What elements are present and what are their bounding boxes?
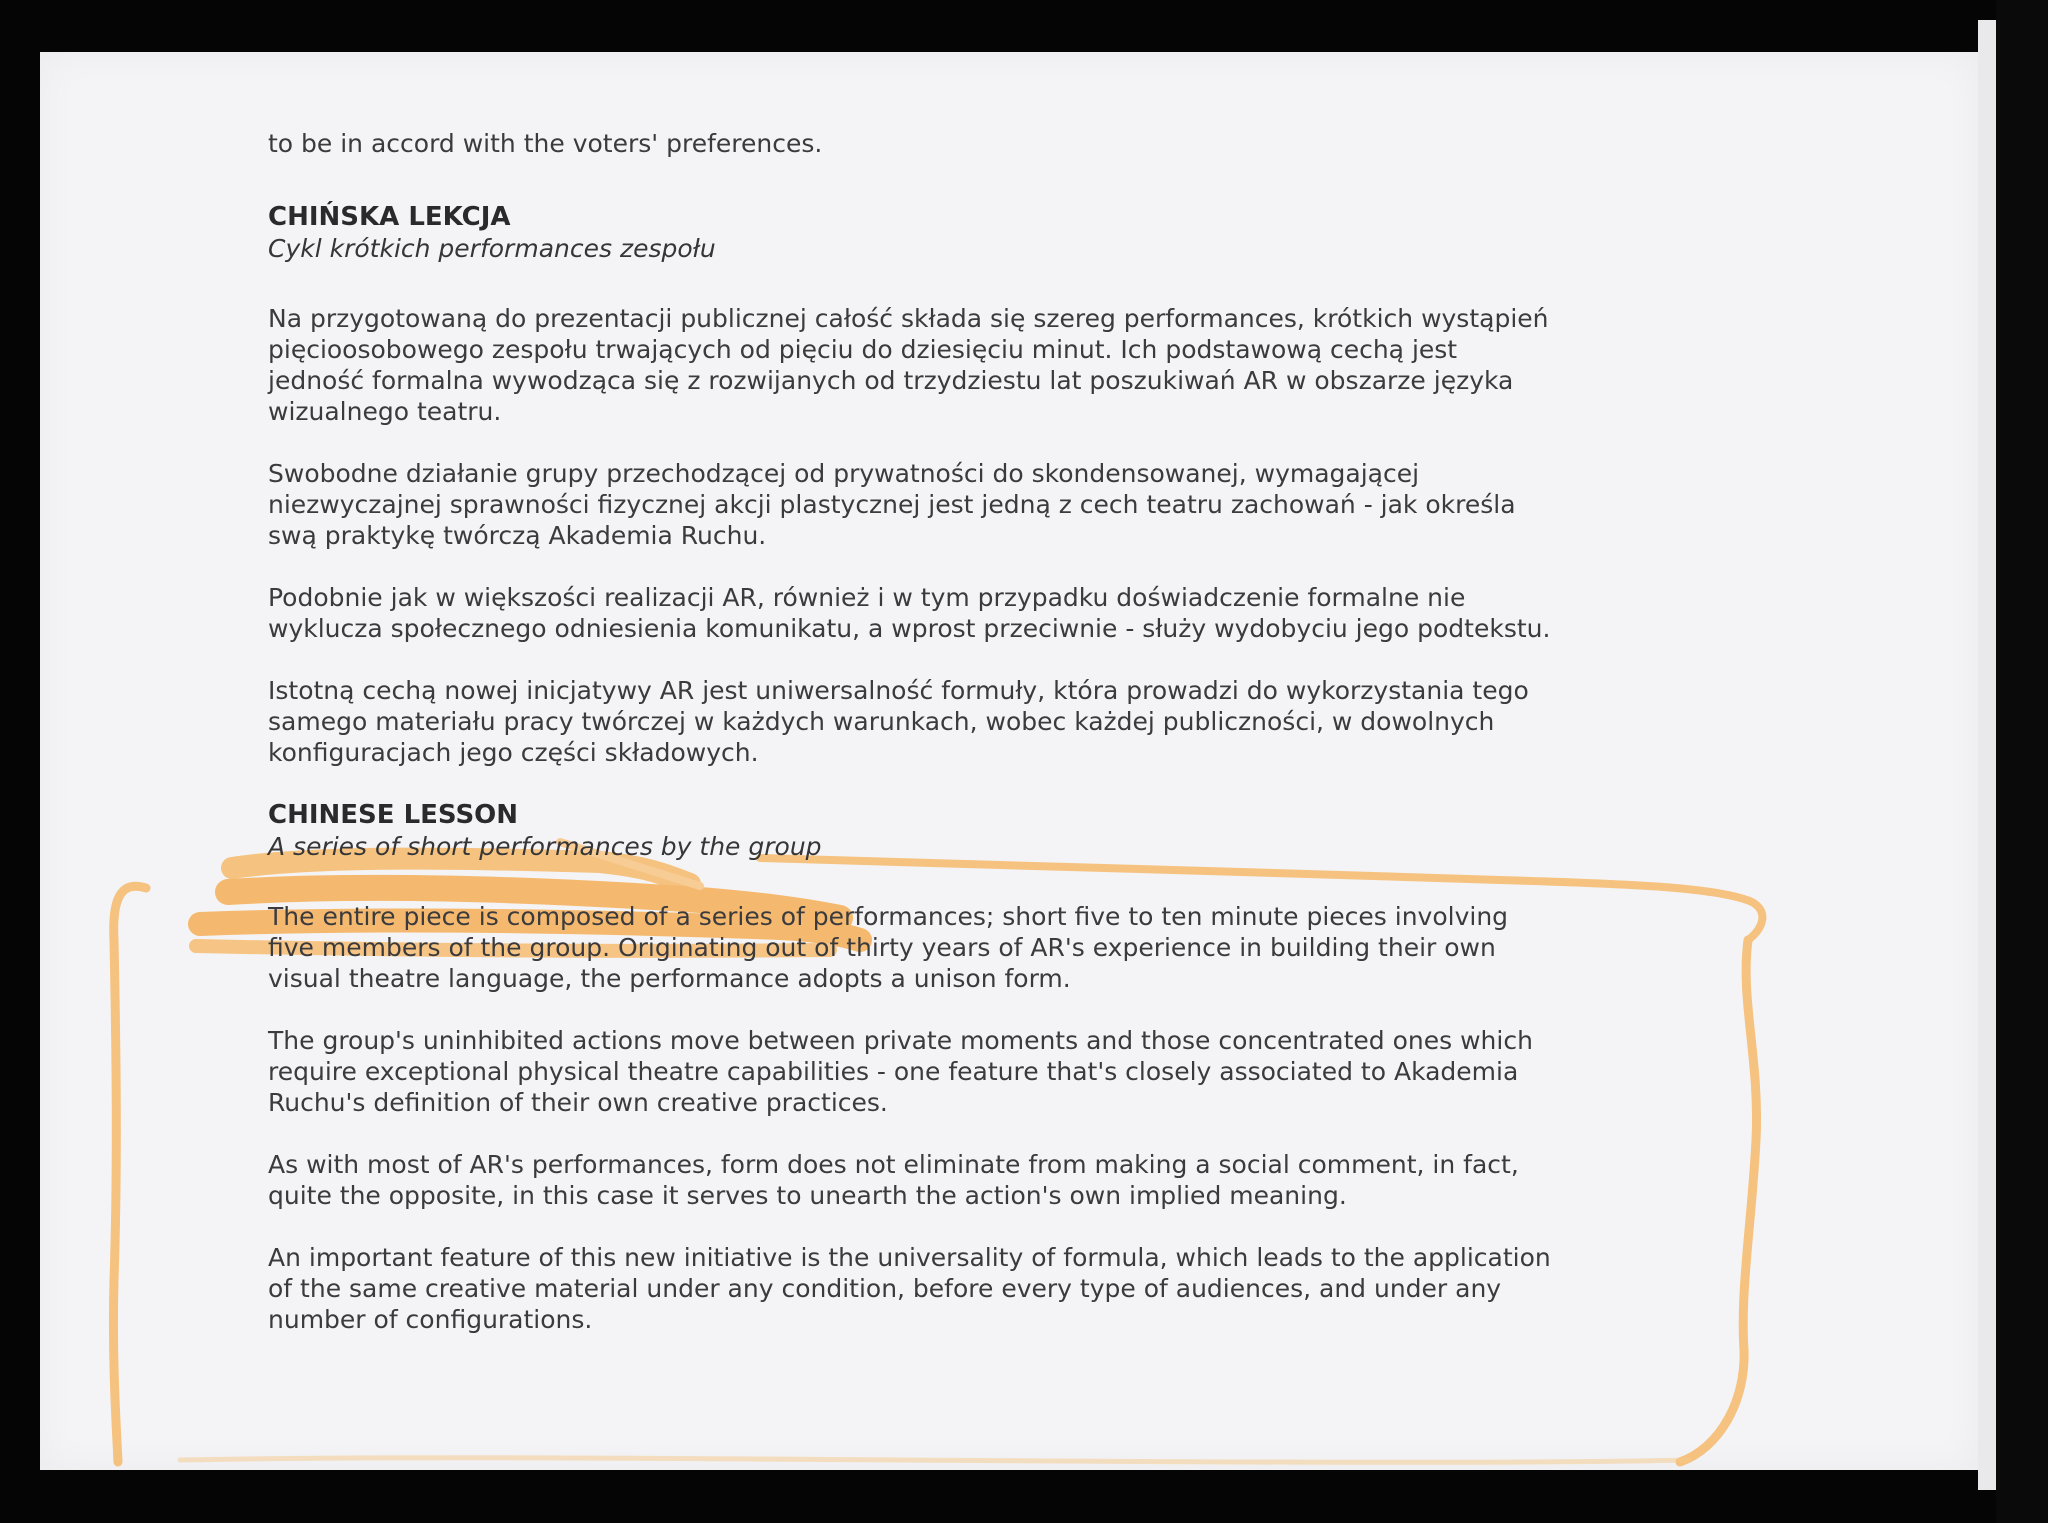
text-line: to be in accord with the voters' preferences. [268, 129, 823, 158]
text-line: number of configurations. [268, 1305, 593, 1334]
text-line: The group's uninhibited actions move between private moments and those concentrated ones which [268, 1026, 1533, 1055]
text-line: require exceptional physical theatre capabilities - one feature that's closely associated to Akademia [268, 1057, 1519, 1086]
text-line: wyklucza społecznego odniesienia komunikatu, a wprost przeciwnie - służy wydobyciu jego podtekstu. [268, 614, 1551, 643]
paragraph-pl-2 [268, 458, 1708, 551]
text-line: Na przygotowaną do prezentacji publicznej całość składa się szereg performances, krótkich wystąpień [268, 304, 1549, 333]
text-line: Istotną cechą nowej inicjatywy AR jest uniwersalność formuły, która prowadzi do wykorzystania tego [268, 676, 1529, 705]
document-content [268, 128, 1708, 1366]
paragraph-en-2 [268, 1025, 1708, 1118]
section-subtitle-pl: Cykl krótkich performances zespołu [268, 234, 716, 263]
paragraph-pl-1 [268, 303, 1708, 427]
paragraph-en-3 [268, 1149, 1708, 1211]
text-line: quite the opposite, in this case it serves to unearth the action's own implied meaning. [268, 1181, 1347, 1210]
text-line: Swobodne działanie grupy przechodzącej od prywatności do skondensowanej, wymagającej [268, 459, 1420, 488]
text-line: As with most of AR's performances, form does not eliminate from making a social comment, in fact, [268, 1150, 1519, 1179]
paragraph-en-4 [268, 1242, 1708, 1335]
paragraph-pl-3 [268, 582, 1708, 644]
text-line: swą praktykę twórczą Akademia Ruchu. [268, 521, 767, 550]
paragraph-en-1 [268, 901, 1708, 994]
text-line: niezwyczajnej sprawności fizycznej akcji plastycznej jest jedną z cech teatru zachowań - jak określa [268, 490, 1516, 519]
text-line: Ruchu's definition of their own creative practices. [268, 1088, 888, 1117]
polish-section-header [268, 201, 1708, 265]
section-title-pl: CHIŃSKA LEKCJA [268, 202, 511, 232]
text-line: pięcioosobowego zespołu trwających od pięciu do dziesięciu minut. Ich podstawową cechą jest [268, 335, 1458, 364]
text-line: wizualnego teatru. [268, 397, 502, 426]
page-edge [1978, 20, 1996, 1490]
text-line: samego materiału pracy twórczej w każdych warunkach, wobec każdej publiczności, w dowolnych [268, 707, 1495, 736]
scanner-border [1996, 0, 2048, 1523]
intro-paragraph [268, 128, 1708, 159]
text-line: The entire piece is composed of a series of performances; short five to ten minute pieces involving [268, 902, 1509, 931]
text-line: Podobnie jak w większości realizacji AR, również i w tym przypadku doświadczenie formalne nie [268, 583, 1466, 612]
text-line: An important feature of this new initiative is the universality of formula, which leads to the application [268, 1243, 1551, 1272]
paragraph-pl-4 [268, 675, 1708, 768]
section-subtitle-en: A series of short performances by the group [268, 832, 822, 861]
text-line: of the same creative material under any condition, before every type of audiences, and under any [268, 1274, 1502, 1303]
text-line: visual theatre language, the performance adopts a unison form. [268, 964, 1071, 993]
text-line: konfiguracjach jego części składowych. [268, 738, 759, 767]
english-section-header [268, 799, 1708, 863]
text-line: jedność formalna wywodząca się z rozwijanych od trzydziestu lat poszukiwań AR w obszarze języka [268, 366, 1514, 395]
section-title-en: CHINESE LESSON [268, 800, 519, 830]
text-line: five members of the group. Originating out of thirty years of AR's experience in building their own [268, 933, 1496, 962]
